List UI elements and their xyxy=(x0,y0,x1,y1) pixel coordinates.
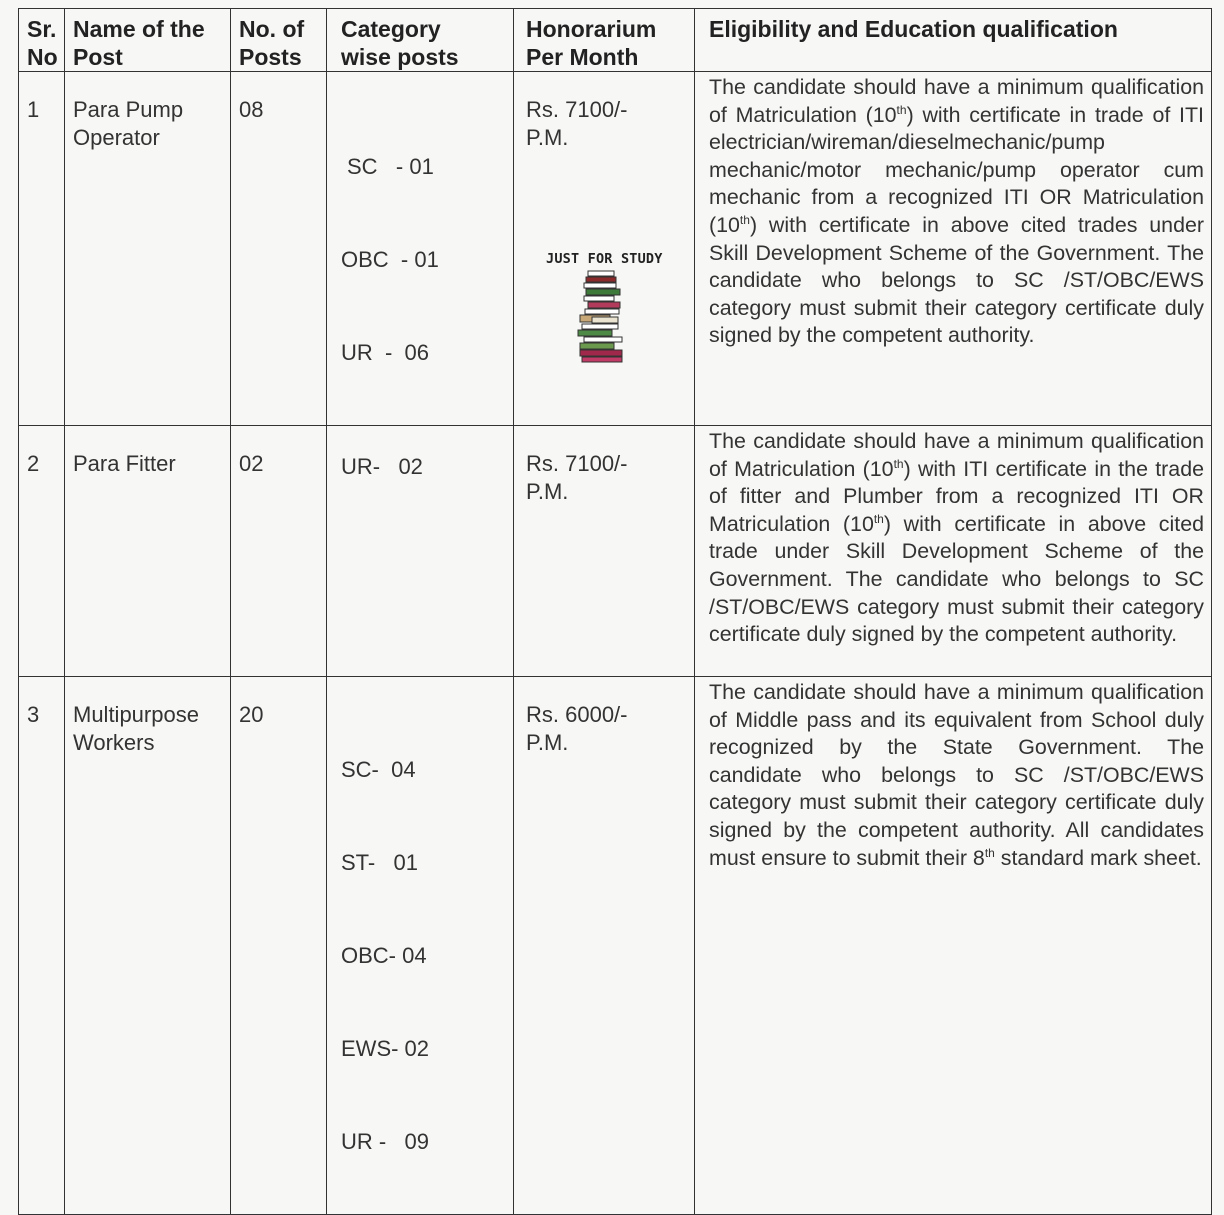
table-row xyxy=(19,677,1212,1215)
watermark-stamp xyxy=(546,251,674,369)
post-name-cell: Multipurpose Workers xyxy=(65,677,231,1215)
post-name-cell: Para Fitter xyxy=(65,426,231,677)
header-honorarium: Honorarium Per Month xyxy=(514,9,695,72)
table-row xyxy=(19,72,1212,426)
honorarium-cell: Rs. 7100/- P.M. xyxy=(514,72,695,426)
sr-no-cell: 1 xyxy=(19,72,65,426)
eligibility-cell: The candidate should have a minimum qualification of Middle pass and its equivalent from School duly recognized by the State Government. The candidate who belongs to SC /ST/OBC/EWS category must submit their category certificate duly signed by the competent authority. All candidates must ensure to submit their 8th standard mark sheet. xyxy=(695,677,1212,1215)
sr-no-cell: 2 xyxy=(19,426,65,677)
eligibility-cell: The candidate should have a minimum qualification of Matriculation (10th) with ITI certificate in the trade of fitter and Plumber from a recognized ITI OR Matriculation (10th) with certificate in above cited trade under Skill Development Scheme of the Government. The candidate who belongs to SC /ST/OBC/EWS category must submit their category certificate duly signed by the competent authority. xyxy=(695,426,1212,677)
header-category: Category wise posts xyxy=(327,9,514,72)
book-stack-icon xyxy=(574,269,634,364)
eligibility-cell: The candidate should have a minimum qualification of Matriculation (10th) with certificate in trade of ITI electrician/wireman/dieselmechanic/pump mechanic/motor mechanic/pump operator cum mechanic from a recognized ITI OR Matriculation (10th) with certificate in above cited trades under Skill Development Scheme of the Government. The candidate who belongs to SC /ST/OBC/EWS category must submit their category certificate duly signed by the competent authority. xyxy=(695,72,1212,426)
honorarium-cell: Rs. 7100/- P.M. xyxy=(514,426,695,677)
num-posts-cell: 02 xyxy=(231,426,327,677)
header-post-name: Name of the Post xyxy=(65,9,231,72)
category-cell: UR- 02 xyxy=(327,426,514,677)
num-posts-cell: 20 xyxy=(231,677,327,1215)
header-num-posts: No. of Posts xyxy=(231,9,327,72)
num-posts-cell: 08 xyxy=(231,72,327,426)
recruitment-table xyxy=(18,8,1212,1215)
table-row xyxy=(19,426,1212,677)
honorarium-cell: Rs. 6000/- P.M. xyxy=(514,677,695,1215)
header-eligibility: Eligibility and Education qualification xyxy=(695,9,1212,72)
sr-no-cell: 3 xyxy=(19,677,65,1215)
header-sr-no: Sr. No xyxy=(19,9,65,72)
post-name-cell: Para Pump Operator xyxy=(65,72,231,426)
header-row xyxy=(19,9,1212,72)
category-cell: SC- 04 ST- 01 OBC- 04 EWS- 02 UR - 09 xyxy=(327,677,514,1215)
category-cell: SC - 01 OBC - 01 UR - 06 xyxy=(327,72,514,426)
stamp-text: JUST FOR STUDY xyxy=(546,251,663,267)
